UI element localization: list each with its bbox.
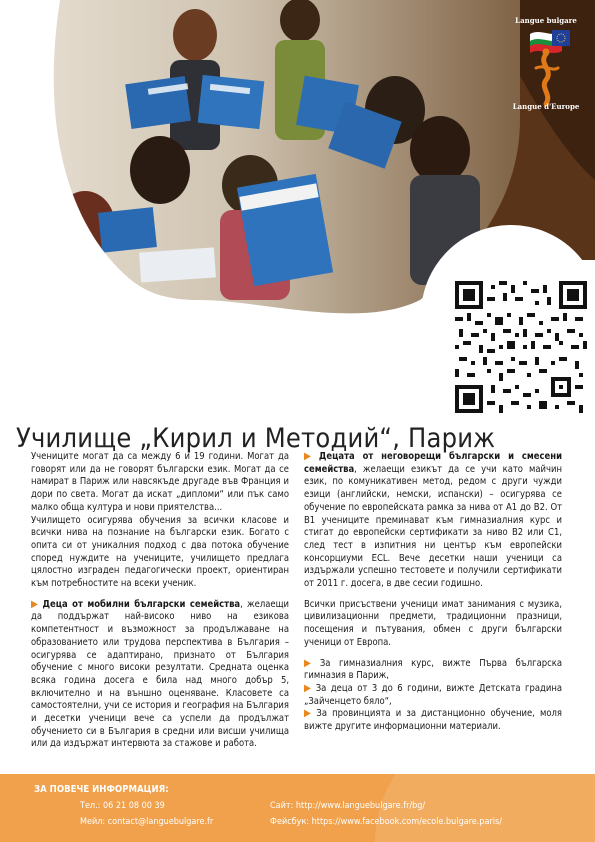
logo-top-text: Langue bulgare xyxy=(515,16,577,25)
kindergarten-link-item: ▶ За деца от 3 до 6 години, вижте Детската градина „Зайченцето бяло“, xyxy=(304,682,562,707)
non-speaking-families-paragraph xyxy=(304,451,562,591)
bullet-icon: ▶ xyxy=(304,451,316,462)
right-column xyxy=(304,451,562,734)
footer-heading: ЗА ПОВЕЧЕ ИНФОРМАЦИЯ: xyxy=(34,784,169,795)
non-speaking-families-text: , желаещи езикът да се учи като майчин език, по комуникативен метод, редом с други чужди езици (английски, немски, испански) – осигурява се обучение по европейската рамка за нива от А1 до В2. От В1 учениците преминават към гимназиалния курс и стигат до европейски сертификати за ниво В2 или С1, след тест в изпитния ни център към европейски консорциуми ECL. Вече десетки наши ученици са издържали успешно тестовете и получили сертификати от 2011 г. досега, в две сесии годишно. xyxy=(304,463,562,590)
mobile-families-highlight: Деца от мобилни български семейства xyxy=(42,598,241,610)
activities-paragraph: Всички присъствени ученици имат занимания с музика, цивилизационни предмети, традиционни празници, посещения и пътувания, обмен с други български ученици от Европа. xyxy=(304,598,562,648)
gymnasium-link-item: ▶ За гимназиалния курс, вижте Първа българска гимназия в Париж, xyxy=(304,657,562,682)
qr-code-icon[interactable] xyxy=(455,281,587,413)
footer-phone[interactable]: Тел.: 06 21 08 00 39 xyxy=(80,801,165,811)
logo-emblem-icon xyxy=(500,24,592,114)
bullet-icon: ▶ xyxy=(304,708,314,720)
logo-bottom-text: Langue d'Europe xyxy=(512,102,580,111)
footer-website[interactable]: Сайт: http://www.languebulgare.fr/bg/ xyxy=(270,801,426,811)
mobile-families-paragraph xyxy=(31,599,289,751)
program-paragraph: Училището осигурява обучения за всички класове и всички нива на познание на български език. Богато с опита си от уникалния подход с два потока обучение според нуждите на учениците, училището предлага цялостно изграден педагогически проект, ориентиран към потребностите на всеки ученик. xyxy=(31,514,289,590)
intro-paragraph: Учениците могат да са между 6 и 19 години. Могат да говорят или да не говорят български език. Могат да се намират в Париж или навсякъде другаде във Франция и дори по света. Могат да искат „дипломи“ или пък само малко обща култура и нови приятелства... xyxy=(31,451,289,513)
contact-footer xyxy=(0,774,595,842)
footer-email[interactable]: Мейл: contact@languebulgare.fr xyxy=(80,817,214,827)
non-speaking-families-highlight: Децата от неговорещи български и смесени семейства xyxy=(304,451,562,475)
footer-facebook[interactable]: Фейсбук: https://www.facebook.com/ecole.bulgare.paris/ xyxy=(270,817,502,827)
bullet-icon: ▶ xyxy=(31,598,40,610)
page-title: Училище „Кирил и Методий“, Париж xyxy=(16,423,496,455)
distance-learning-item: ▶ За провинцията и за дистанционно обучение, моля вижте другите информационни материали. xyxy=(304,708,563,733)
bullet-icon: ▶ xyxy=(304,682,313,694)
bullet-icon: ▶ xyxy=(304,657,317,669)
langue-bulgare-logo xyxy=(500,14,592,114)
mobile-families-text: , желаещи да поддържат най-високо ниво на езикова компетентност и възможност за продължаване на образованието или трудова перспектива в България – осигурява се адаптирано, признато от България обучение с много високи резултати. Средната оценка всяка година досега е била над много добър 5, включително и на външно оценяване. Класовете са самостоятелни, учи се история и география на България и десетки ученици вече са успели да продължат обучението си в България в средни или висши училища или да издържат интервюта за стажове и работа. xyxy=(31,598,289,750)
left-column xyxy=(31,451,289,751)
qr-code-circle xyxy=(421,225,595,405)
